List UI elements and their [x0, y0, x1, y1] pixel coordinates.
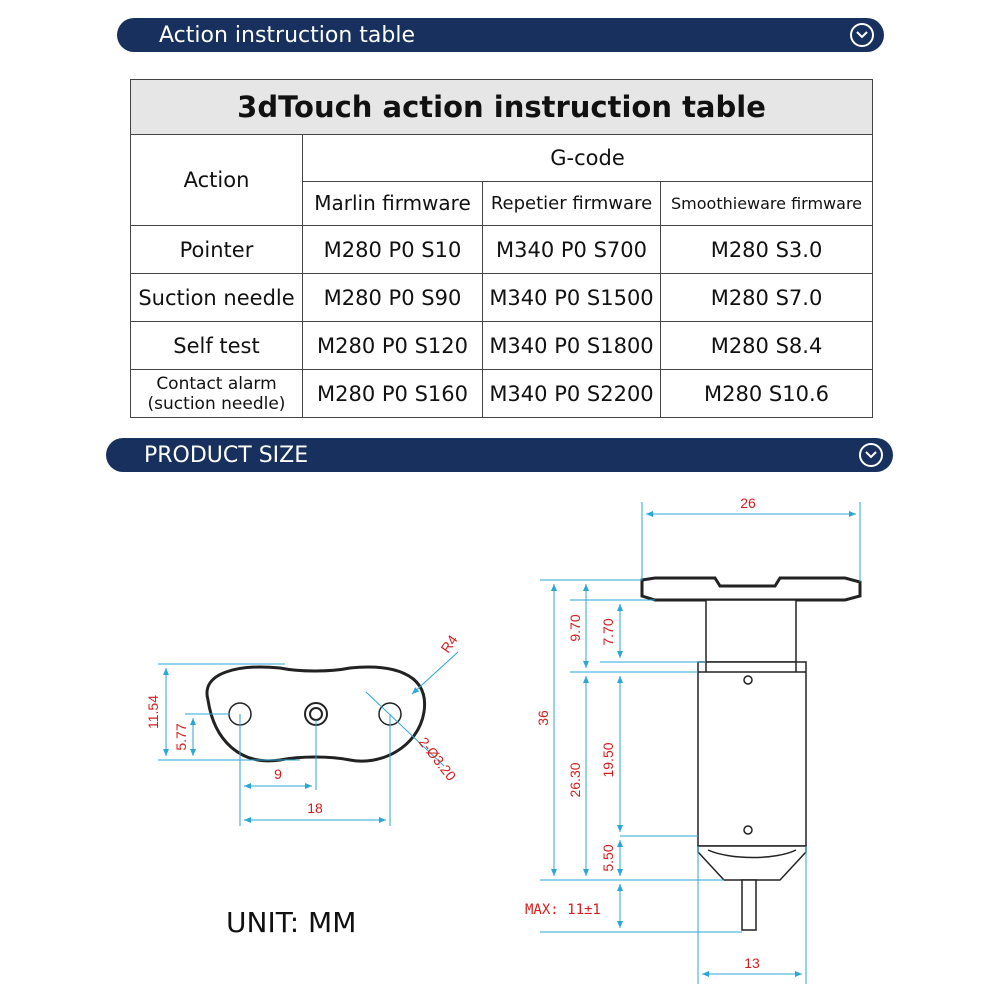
needle [742, 880, 756, 930]
row-marlin: M280 P0 S10 [303, 226, 483, 274]
dim-radius: R4 [437, 631, 461, 656]
dim-total-height: 36 [535, 710, 551, 726]
dim-body-width: 13 [744, 955, 760, 971]
row-marlin: M280 P0 S120 [303, 322, 483, 370]
action-instruction-table [130, 79, 873, 418]
dim-needle-max: MAX: 11±1 [525, 902, 601, 918]
section-banner-action [117, 18, 884, 52]
row-repetier: M340 P0 S2200 [483, 370, 661, 418]
firmware-header-repetier: Repetier firmware [483, 181, 661, 225]
dim-holes: 2-Ø3.20 [415, 733, 460, 784]
chevron-down-icon[interactable] [850, 23, 874, 47]
flange [642, 578, 860, 600]
dim-height: 11.54 [145, 695, 161, 729]
dim-hole-to-center: 9 [274, 766, 282, 782]
dim-top-section: 9.70 [567, 614, 583, 642]
row-action: Self test [131, 322, 303, 370]
section-title: Action instruction table [159, 22, 415, 48]
chevron-down-icon[interactable] [859, 443, 883, 467]
side-view [642, 578, 860, 930]
dim-neck: 7.70 [600, 618, 616, 646]
row-marlin: M280 P0 S160 [303, 370, 483, 418]
unit-label: UNIT: MM [226, 906, 357, 939]
body [698, 662, 806, 846]
row-smoothie: M280 S7.0 [661, 274, 873, 322]
dim-half-height: 5.77 [173, 723, 189, 751]
row-smoothie: M280 S8.4 [661, 322, 873, 370]
firmware-header-marlin: Marlin firmware [303, 181, 483, 225]
row-action-line2: (suction needle) [147, 393, 286, 414]
gcode-header: G-code [303, 135, 873, 182]
table-row [131, 274, 873, 322]
row-smoothie: M280 S10.6 [661, 370, 873, 418]
table-row [131, 226, 873, 274]
row-repetier: M340 P0 S700 [483, 226, 661, 274]
dim-hole-spacing: 18 [307, 800, 323, 816]
product-size-drawing [0, 480, 1000, 995]
row-action-line1: Contact alarm [156, 373, 277, 394]
row-action: Suction needle [131, 274, 303, 322]
dim-body: 26.30 [567, 762, 583, 798]
section-banner-product-size [106, 438, 893, 472]
table-row [131, 322, 873, 370]
neck [706, 600, 796, 662]
table-row [131, 370, 873, 418]
dim-body-inner: 19.50 [600, 742, 616, 778]
tip [698, 846, 806, 880]
row-marlin: M280 P0 S90 [303, 274, 483, 322]
action-header: Action [131, 135, 303, 226]
firmware-header-smoothieware: Smoothieware firmware [661, 181, 873, 225]
row-repetier: M340 P0 S1800 [483, 322, 661, 370]
table-title: 3dTouch action instruction table [131, 80, 873, 135]
row-action: Pointer [131, 226, 303, 274]
row-action [131, 370, 303, 418]
dim-tip: 5.50 [600, 844, 616, 872]
section-title: PRODUCT SIZE [144, 442, 309, 468]
row-repetier: M340 P0 S1500 [483, 274, 661, 322]
row-smoothie: M280 S3.0 [661, 226, 873, 274]
dim-flange-width: 26 [740, 495, 756, 511]
